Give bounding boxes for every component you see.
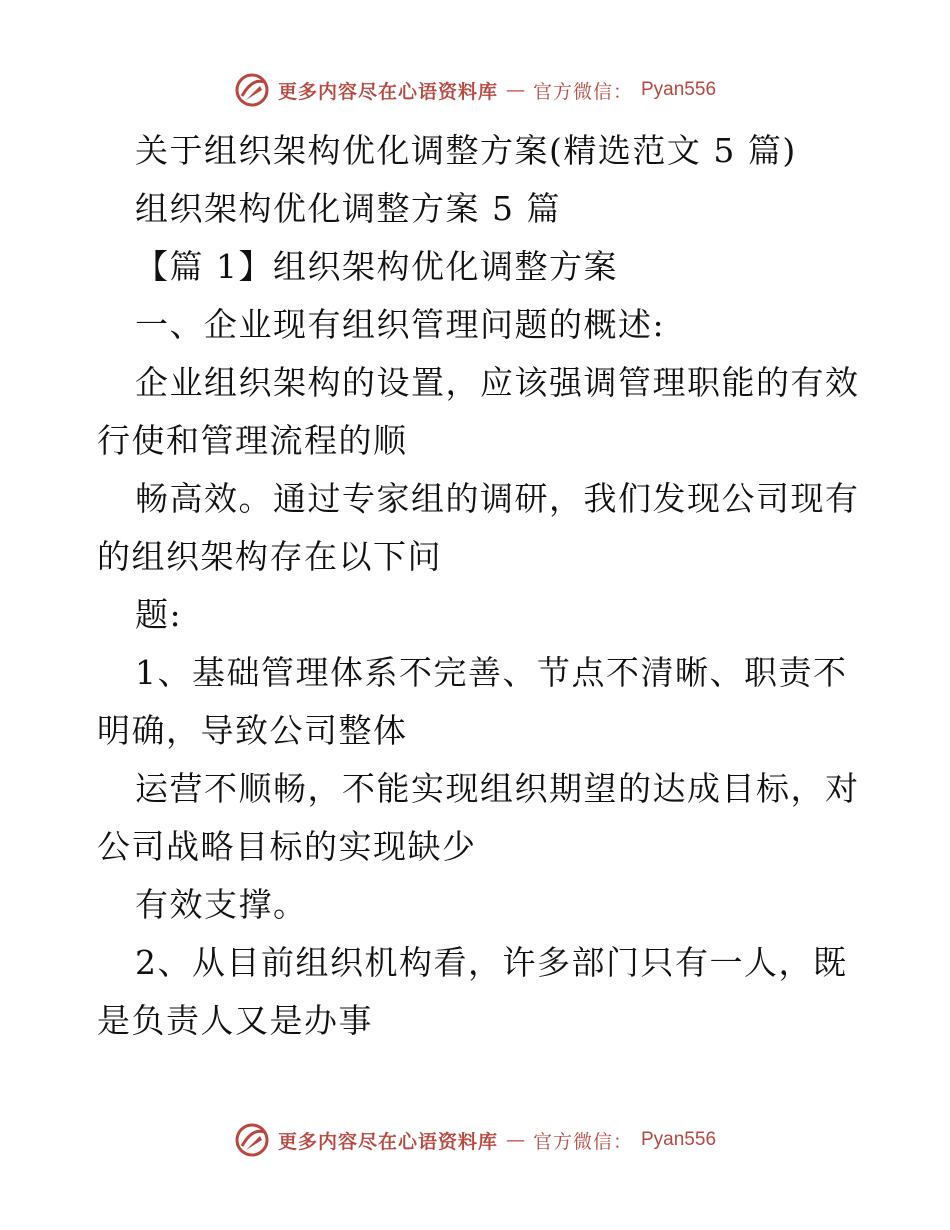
- watermark-brand: 更多内容尽在心语资料库: [277, 80, 498, 103]
- footer-watermark: [0, 1120, 950, 1160]
- watermark-label: 官方微信：: [532, 80, 633, 103]
- brand-logo-icon: [234, 72, 270, 108]
- list-item-line: 有效支撑。: [135, 885, 308, 924]
- watermark-separator: —: [505, 1129, 525, 1151]
- list-item-line: 1、基础管理体系不完善、节点不清晰、职责不: [135, 653, 848, 692]
- watermark-separator: —: [505, 79, 525, 101]
- document-body: [97, 122, 860, 1050]
- list-item-line: 运营不顺畅，不能实现组织期望的达成目标，对: [135, 769, 860, 808]
- brand-logo-icon: [234, 1122, 270, 1158]
- list-item-line: 2、从目前组织机构看，许多部门只有一人，既: [135, 943, 848, 982]
- paragraph-line: 行使和管理流程的顺: [97, 421, 408, 460]
- paragraph-line: 企业组织架构的设置，应该强调管理职能的有效: [135, 363, 860, 402]
- paragraph-line: 题:: [135, 595, 183, 634]
- watermark-brand: 更多内容尽在心语资料库: [277, 1130, 498, 1153]
- watermark-label: 官方微信：: [532, 1130, 633, 1153]
- doc-title: 关于组织架构优化调整方案(精选范文 5 篇): [135, 131, 797, 170]
- paragraph-line: 畅高效。通过专家组的调研，我们发现公司现有: [135, 479, 860, 518]
- doc-subtitle: 组织架构优化调整方案 5 篇: [135, 189, 561, 228]
- watermark-id: Pyan556: [641, 79, 717, 100]
- paragraph-line: 的组织架构存在以下问: [97, 537, 442, 576]
- section-heading: 【篇 1】组织架构优化调整方案: [135, 247, 618, 286]
- list-item-line: 公司战略目标的实现缺少: [97, 827, 477, 866]
- header-watermark: [0, 70, 950, 110]
- list-item-line: 是负责人又是办事: [97, 1001, 373, 1040]
- watermark-id: Pyan556: [641, 1129, 717, 1150]
- subsection-heading: 一、企业现有组织管理问题的概述:: [135, 305, 666, 344]
- list-item-line: 明确，导致公司整体: [97, 711, 408, 750]
